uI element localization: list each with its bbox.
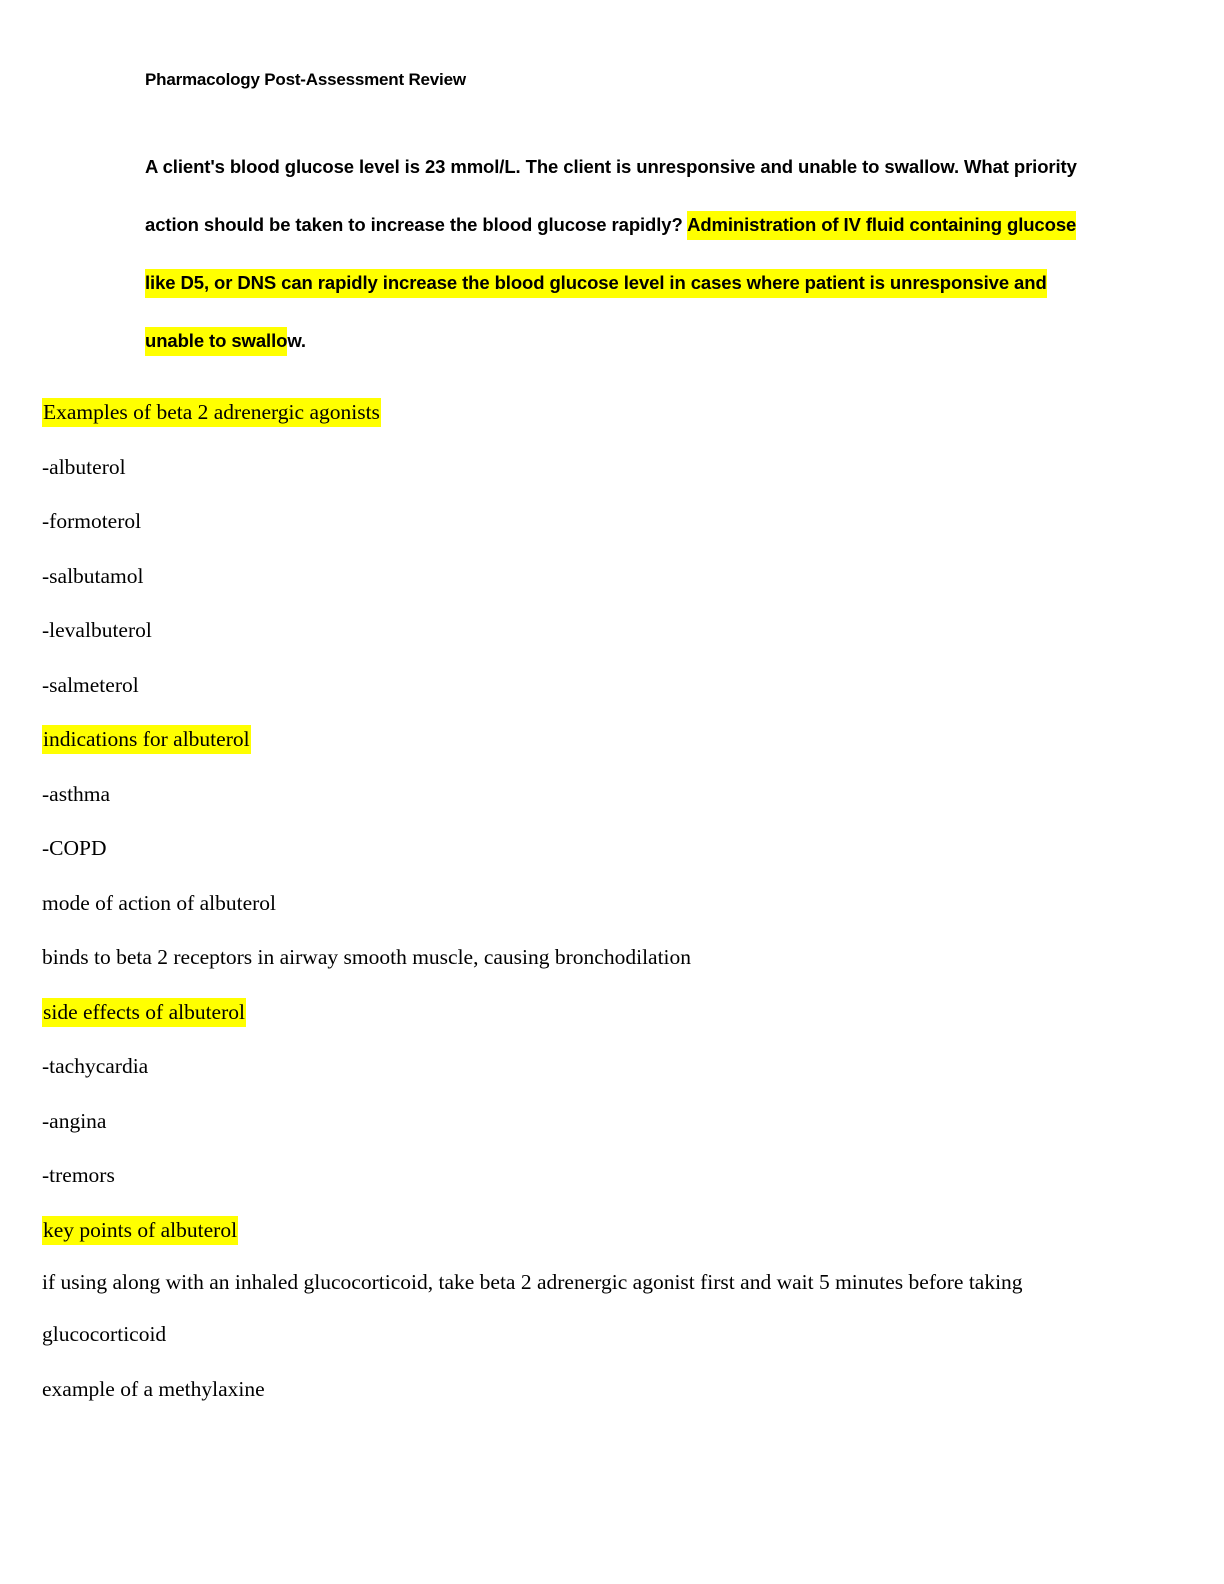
note-text: -tremors	[42, 1163, 115, 1187]
note-line	[42, 1094, 1152, 1149]
note-text: -levalbuterol	[42, 618, 152, 642]
note-text: if using along with an inhaled glucocorticoid, take beta 2 adrenergic agonist first and wait 5 minutes before taking	[42, 1270, 1023, 1294]
note-line	[42, 549, 1152, 604]
note-text: mode of action of albuterol	[42, 890, 277, 915]
question-answer-tail: w.	[287, 330, 306, 351]
note-line	[42, 1362, 1152, 1417]
note-text: binds to beta 2 receptors in airway smooth muscle, causing bronchodilation	[42, 945, 692, 969]
note-text: Examples of beta 2 adrenergic agonists	[42, 398, 381, 427]
note-line	[42, 658, 1152, 713]
question-answer-highlighted: Administration of IV fluid containing glucose like D5, or DNS can rapidly increase the blood glucose level in cases where patient is unresponsive and unable to swallo	[145, 211, 1076, 356]
note-line	[42, 876, 1152, 931]
note-line	[42, 494, 1152, 549]
note-line	[42, 603, 1152, 658]
note-line	[42, 1307, 1152, 1362]
note-text: -formoterol	[42, 509, 142, 533]
note-text: example of a methylaxine	[42, 1376, 265, 1401]
note-text: -tachycardia	[42, 1054, 149, 1078]
note-text: -asthma	[42, 781, 111, 806]
note-text: -albuterol	[42, 454, 126, 479]
notes-body	[42, 385, 1152, 1416]
note-text: -salmeterol	[42, 672, 139, 697]
note-text: -COPD	[42, 836, 107, 860]
note-text: key points of albuterol	[42, 1216, 238, 1245]
note-line	[42, 1257, 1152, 1307]
note-line	[42, 821, 1152, 876]
note-line	[42, 930, 1152, 985]
question-prompt: A client's blood glucose level is 23 mmol/L. The client is unresponsive and unable to swallow. What priority action should be taken to increase the blood glucose rapidly?	[145, 156, 1077, 235]
note-text: glucocorticoid	[42, 1322, 167, 1346]
document-title: Pharmacology Post-Assessment Review	[145, 70, 466, 89]
note-text: side effects of albuterol	[42, 998, 246, 1027]
note-line	[42, 385, 1152, 440]
note-line	[42, 767, 1152, 822]
note-text: -angina	[42, 1108, 107, 1133]
note-line	[42, 1039, 1152, 1094]
note-text: indications for albuterol	[42, 725, 251, 754]
note-line	[42, 712, 1152, 767]
note-line	[42, 1203, 1152, 1258]
note-line	[42, 1148, 1152, 1203]
note-line	[42, 985, 1152, 1040]
note-line	[42, 440, 1152, 495]
note-text: -salbutamol	[42, 563, 144, 588]
question-block	[145, 138, 1100, 370]
